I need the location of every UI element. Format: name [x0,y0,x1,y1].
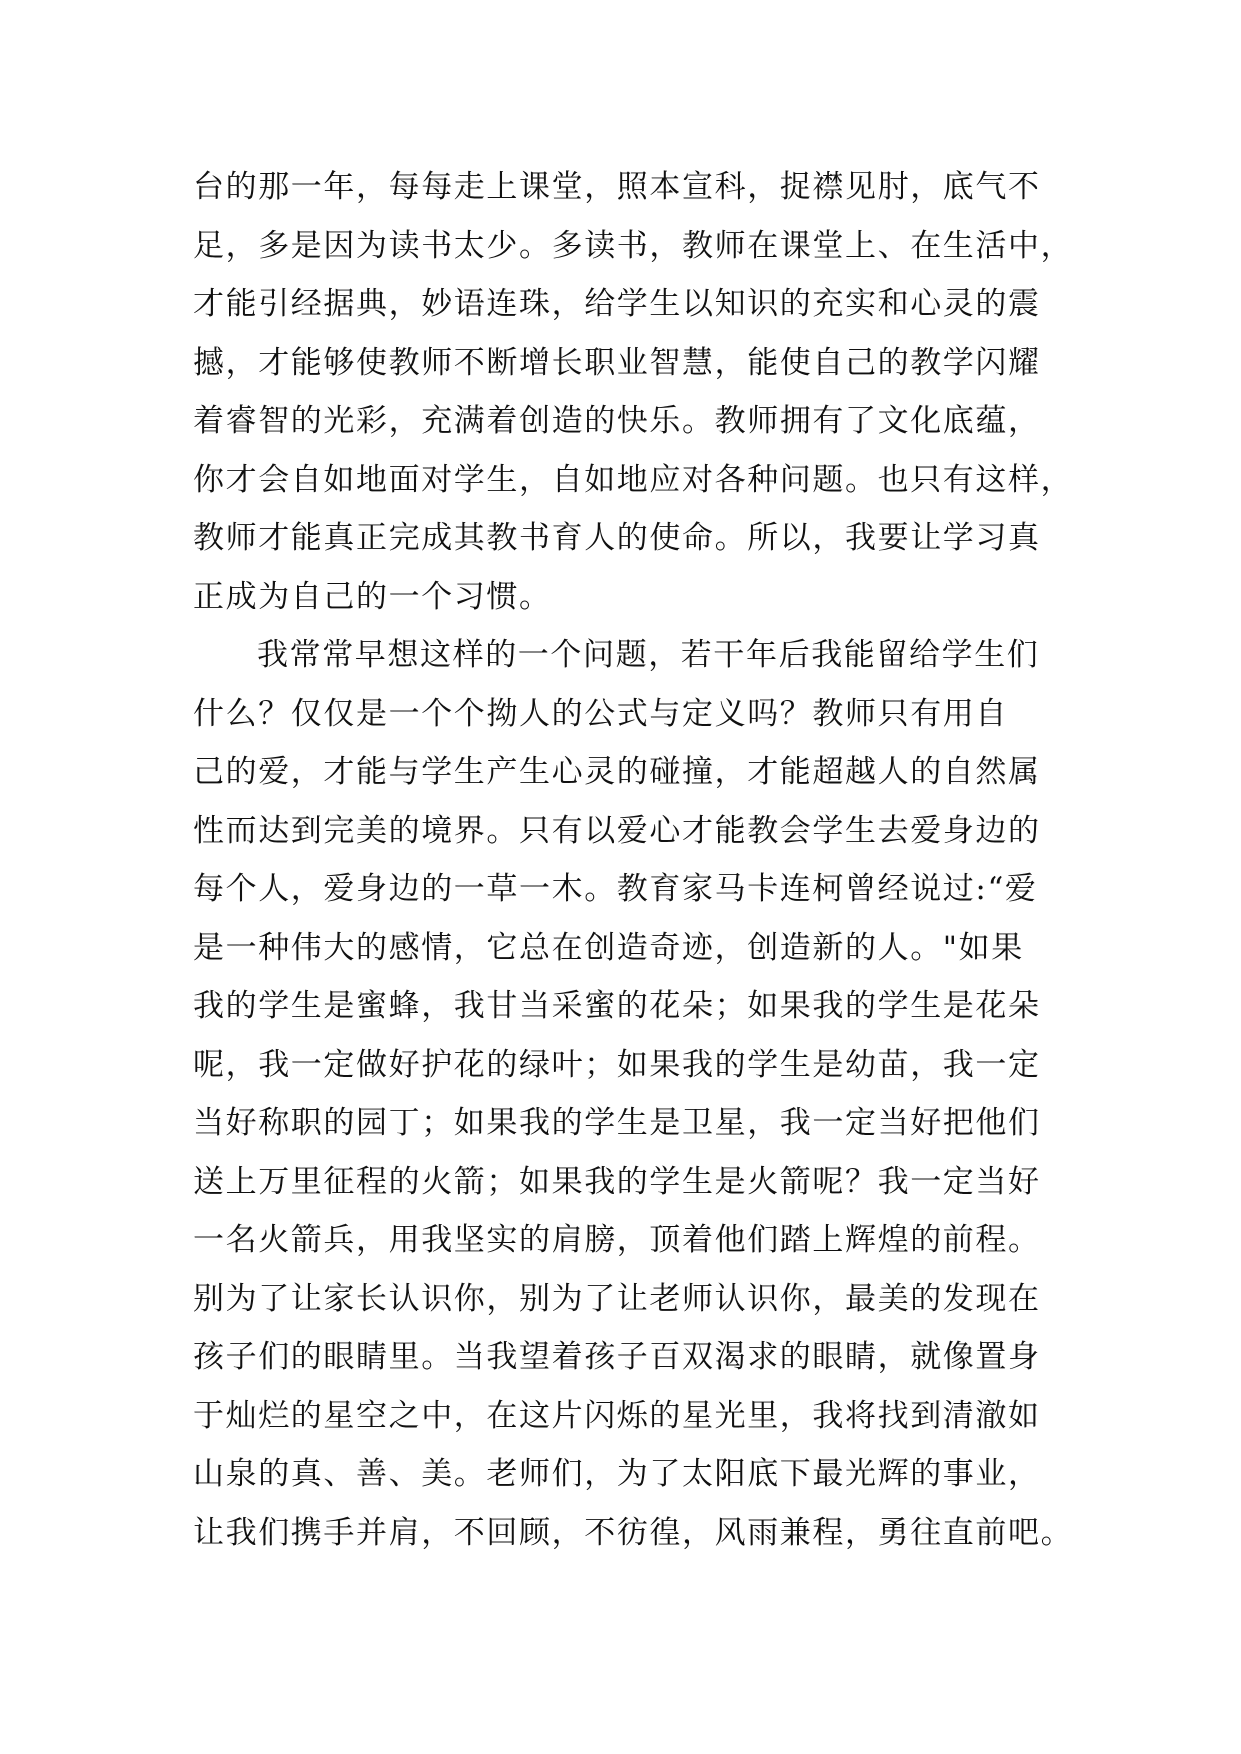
text-line: 一名火箭兵，用我坚实的肩膀，顶着他们踏上辉煌的前程。 [193,1222,1041,1258]
text-line: 才能引经据典，妙语连珠，给学生以知识的充实和心灵的震 [193,286,1041,322]
text-line: 台的那一年，每每走上课堂，照本宣科，捉襟见肘，底气不 [193,169,1041,205]
text-line: 让我们携手并肩，不回顾，不彷徨，风雨兼程，勇往直前吧。 [193,1514,1074,1551]
text-line: 你才会自如地面对学生，自如地应对各种问题。也只有这样， [193,461,1074,498]
paragraph-2 [193,626,1074,1562]
text-line: 性而达到完美的境界。只有以爱心才能教会学生去爱身边的 [193,812,1041,849]
text-line: 足，多是因为读书太少。多读书，教师在课堂上、在生活中， [193,227,1074,264]
text-line: 正成为自己的一个习惯。 [193,578,552,615]
text-line: 己的爱，才能与学生产生心灵的碰撞，才能超越人的自然属 [193,754,1041,790]
text-line: 我的学生是蜜蜂，我甘当采蜜的花朵；如果我的学生是花朵 [193,988,1041,1024]
text-line: 于灿烂的星空之中，在这片闪烁的星光里，我将找到清澈如 [193,1397,1041,1434]
text-line: 每个人，爱身边的一草一木。教育家马卡连柯曾经说过:“爱 [193,871,1038,907]
text-line: 什么？仅仅是一个个拗人的公式与定义吗？教师只有用自 [193,695,1008,732]
text-line: 别为了让家长认识你，别为了让老师认识你，最美的发现在 [193,1280,1041,1317]
text-line: 山泉的真、善、美。老师们，为了太阳底下最光辉的事业， [193,1456,1041,1492]
text-line: 我常常早想这样的一个问题，若干年后我能留给学生们 [257,637,1040,673]
text-line: 当好称职的园丁；如果我的学生是卫星，我一定当好把他们 [193,1105,1041,1141]
text-line: 教师才能真正完成其教书育人的使命。所以，我要让学习真 [193,520,1041,556]
text-line: 孩子们的眼睛里。当我望着孩子百双渴求的眼睛，就像置身 [193,1339,1041,1375]
text-line: 呢，我一定做好护花的绿叶；如果我的学生是幼苗，我一定 [193,1046,1041,1083]
paragraph-1 [193,158,1074,626]
text-line: 着睿智的光彩，充满着创造的快乐。教师拥有了文化底蕴， [193,403,1041,439]
text-line: 是一种伟大的感情，它总在创造奇迹，创造新的人。"如果 [193,929,1024,966]
text-line: 撼，才能够使教师不断增长职业智慧，能使自己的教学闪耀 [193,344,1041,381]
text-line: 送上万里征程的火箭；如果我的学生是火箭呢？我一定当好 [193,1163,1041,1200]
body-text [193,158,1074,1562]
